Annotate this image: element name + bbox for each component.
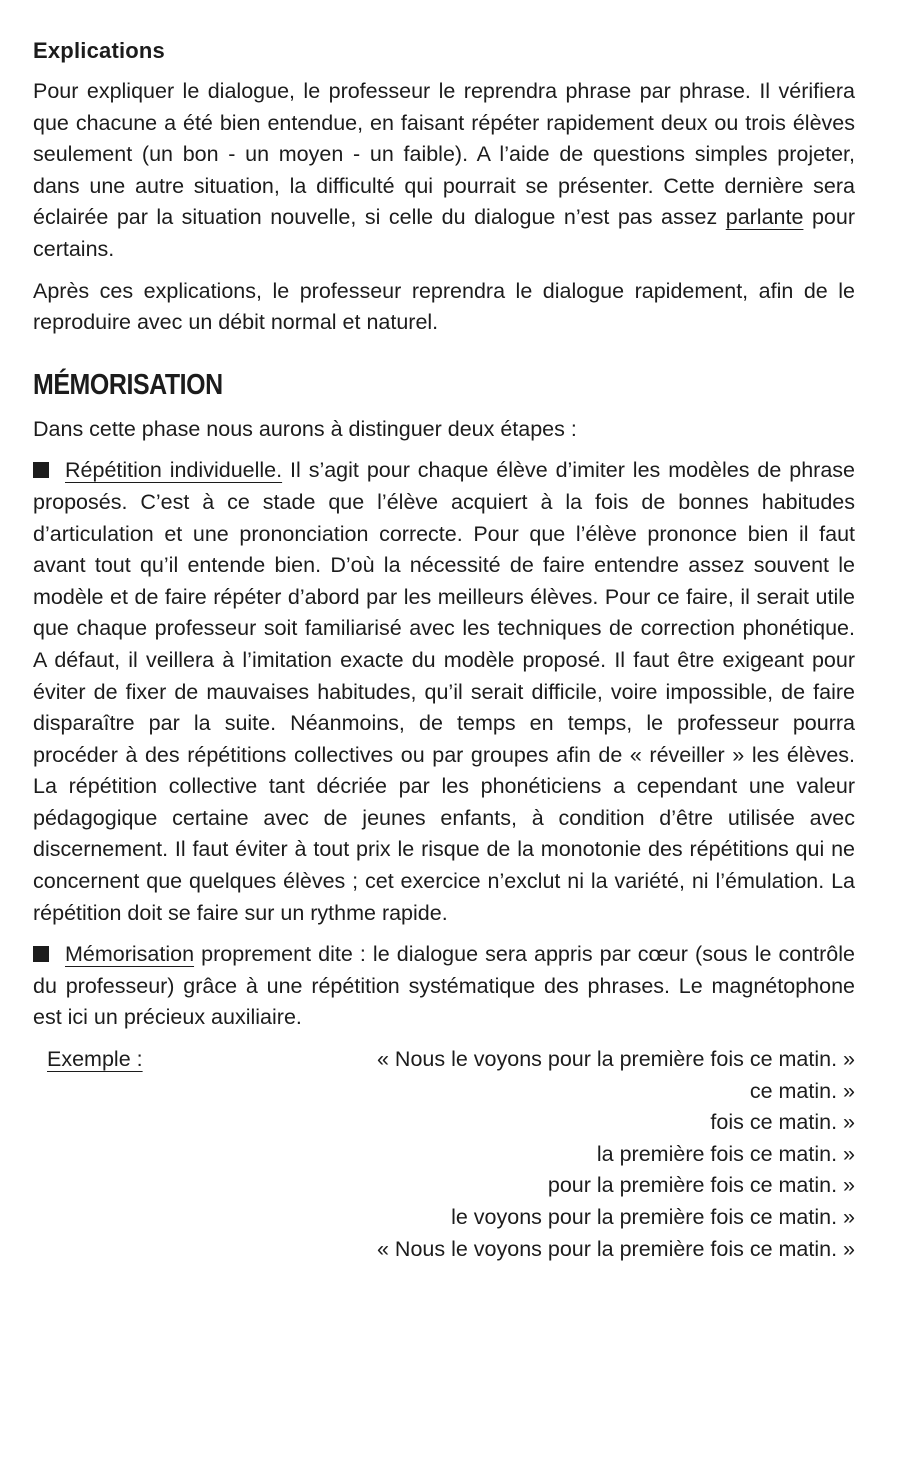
example-block (33, 1044, 855, 1265)
paragraph-explications-2: Après ces explications, le professeur reprendra le dialogue rapidement, afin de le reproduire avec un débit normal et naturel. (33, 278, 855, 335)
example-line: « Nous le voyons pour la première fois ce matin. » (376, 1236, 855, 1261)
paragraph-intro: Dans cette phase nous aurons à distinguer deux étapes : (33, 416, 577, 441)
list-item-memorisation (33, 939, 855, 1034)
item-text: Il s’agit pour chaque élève d’imiter les modèles de phrase proposés. C’est à ce stade que l’élève acquiert à la fois de bonnes habitudes d’articulation et une prononciation correcte. Pour que l’élève prononce bien il faut avant tout qu’il entende bien. D’où la nécessité de faire entendre assez souvent le modèle et de faire répéter d’abord par les meilleurs élèves. Pour ce faire, il serait utile que chaque professeur soit familiarisé avec les techniques de correction phonétique. A défaut, il veillera à l’imitation exacte du modèle proposé. Il faut être exigeant pour éviter de fixer de mauvaises habitudes, qu’il serait difficile, voire impossible, de faire disparaître par la suite. Néanmoins, de temps en temps, le professeur pourra procéder à des répétitions collectives ou par groupes afin de « réveiller » les élèves. La répétition collective tant décriée par les phonéticiens a cependant une valeur pédagogique certaine avec de jeunes enfants, à condition d’être utilisée avec discernement. Il faut éviter à tout prix le risque de la monotonie des répétitions qui ne concernent que quelques élèves ; cet exercice n’exclut ni la variété, ni l’émulation. La répétition doit se faire sur un rythme rapide. (33, 458, 855, 925)
item-label-underlined: Mémorisation (65, 942, 195, 967)
square-bullet-icon (33, 462, 49, 478)
paragraph-text-end: pour certains. (33, 205, 855, 261)
example-line: le voyons pour la première fois ce matin. » (451, 1205, 855, 1229)
list-item-repetition (33, 455, 855, 929)
example-line: ce matin. » (749, 1078, 855, 1103)
paragraph-text: Pour expliquer le dialogue, le professeur le reprendra phrase par phrase. Il vérifiera que chacune a été bien entendue, en faisant répéter rapidement deux ou trois élèves seulement (un bon - un moyen - un faible). A l’aide de questions simples projeter, dans une autre situation, la difficulté qui pourrait se présenter. Cette dernière sera éclairée par la situation nouvelle, si celle du dialogue n’est pas assez (33, 79, 855, 230)
example-line: la première fois ce matin. » (596, 1141, 855, 1166)
example-label: Exemple : (47, 1047, 143, 1072)
example-line: « Nous le voyons pour la première fois ce matin. » (376, 1047, 855, 1072)
square-bullet-icon (33, 946, 49, 962)
section-heading: MÉMORISATION (33, 368, 223, 401)
page (33, 38, 855, 1265)
example-line: fois ce matin. » (710, 1110, 855, 1135)
item-text: proprement dite : le dialogue sera appris par cœur (sous le contrôle du professeur) grâce à une répétition systématique des phrases. Le magnétophone est ici un précieux auxiliaire. (33, 942, 855, 1030)
underlined-word: parlante (725, 205, 804, 230)
example-line: pour la première fois ce matin. » (547, 1173, 855, 1198)
item-label-underlined: Répétition individuelle. (65, 458, 283, 483)
section-subheading: Explications (33, 38, 165, 63)
paragraph-explications-1 (33, 76, 855, 266)
